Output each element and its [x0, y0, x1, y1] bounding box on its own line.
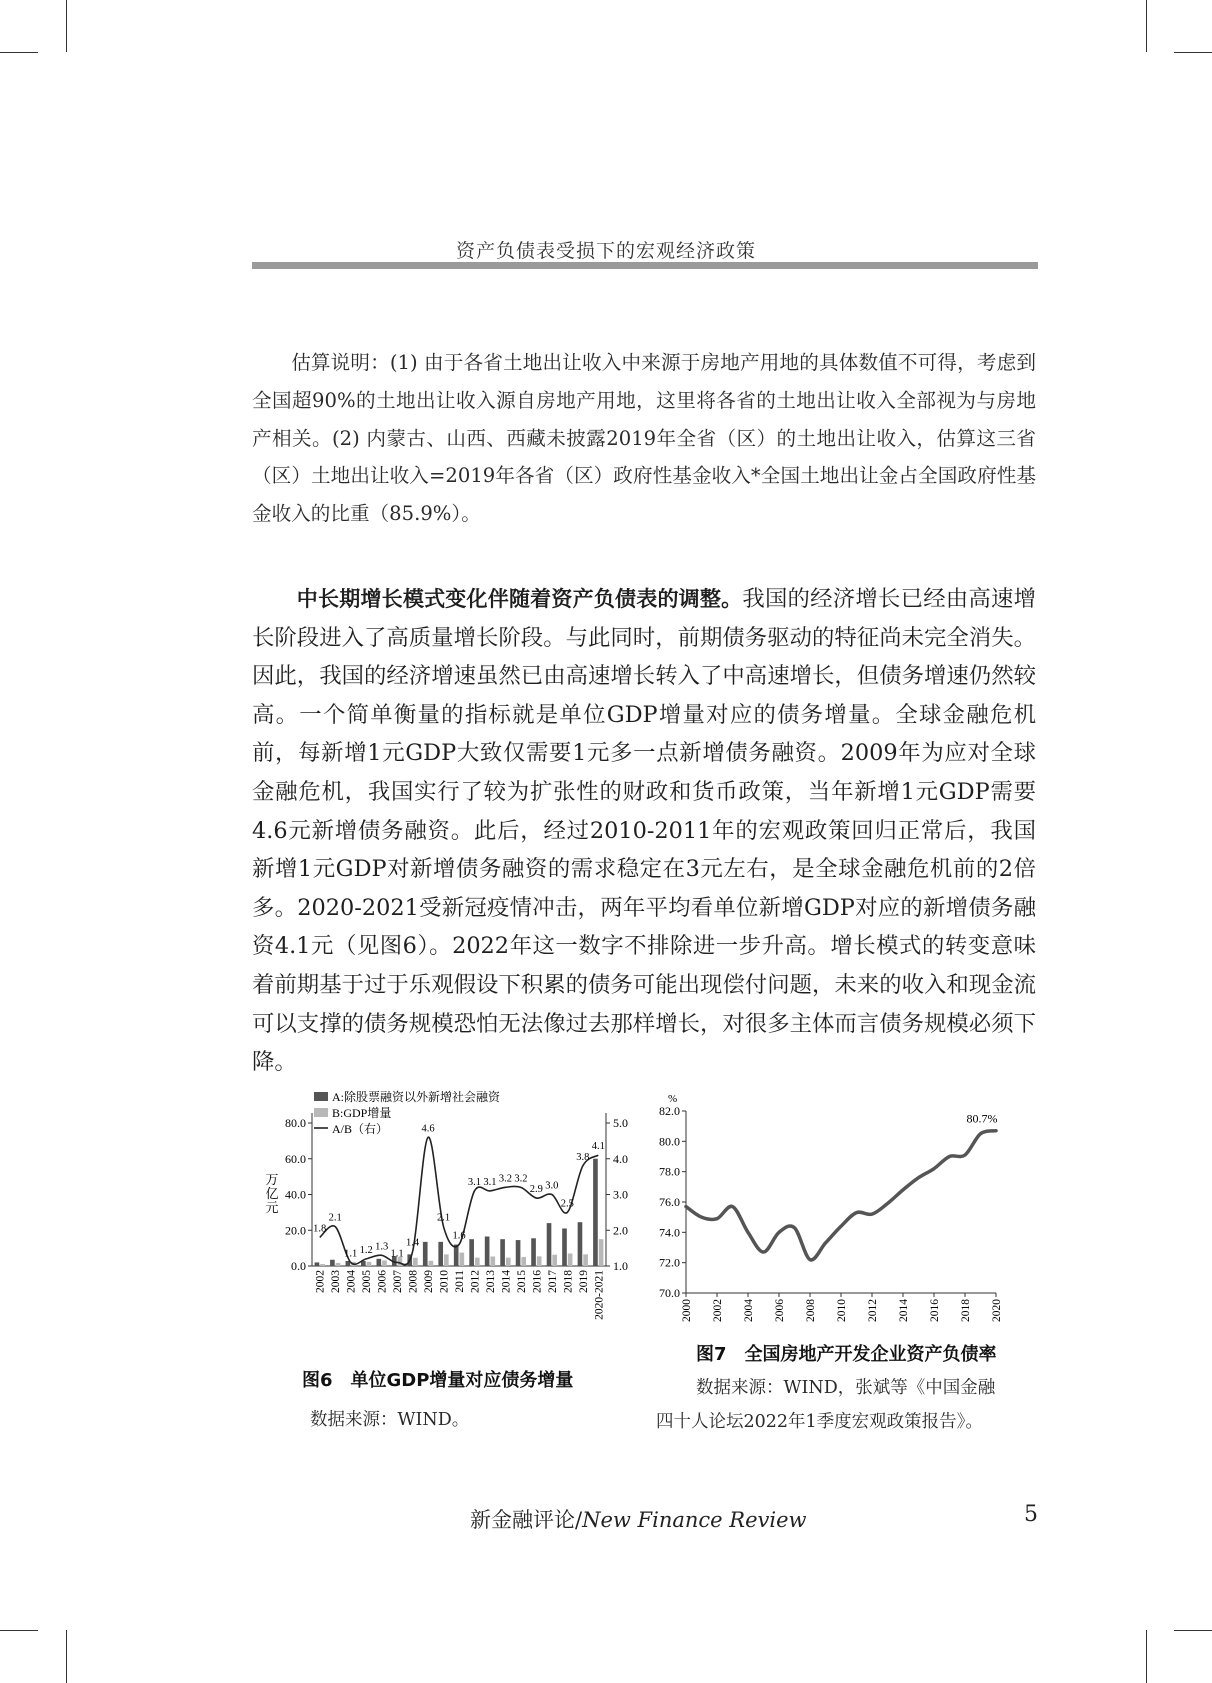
- fig6-legend-label-a: A:除股票融资以外新增社会融资: [332, 1090, 501, 1104]
- fig6-x-tick-label: 2016: [531, 1270, 544, 1293]
- fig7-x-tick-label: 2002: [712, 1299, 724, 1322]
- fig6-x-tick-label: 2002: [314, 1270, 327, 1293]
- figure-7-caption: 图7 全国房地产开发企业资产负债率: [696, 1344, 997, 1365]
- fig6-x-tick-label: 2015: [515, 1270, 528, 1293]
- fig6-bar-b: [506, 1258, 511, 1266]
- fig6-bar-a: [516, 1240, 521, 1266]
- fig6-x-tick-label: 2019: [577, 1270, 590, 1293]
- fig6-bar-b: [552, 1255, 557, 1266]
- fig6-data-label: 1.4: [406, 1237, 420, 1249]
- figure-6-chart: [252, 1088, 642, 1348]
- fig6-y2-tick-label: 5.0: [613, 1116, 628, 1130]
- fig7-x-tick-label: 2012: [867, 1299, 879, 1322]
- fig6-data-label: 2.1: [436, 1212, 451, 1224]
- fig6-data-label: 3.8: [576, 1151, 590, 1163]
- footer-separator: /: [575, 1508, 583, 1532]
- fig6-x-tick-label: 2013: [484, 1270, 497, 1293]
- figure-7-source-line1: 数据来源：WIND，张斌等《中国金融: [696, 1378, 996, 1398]
- fig7-x-tick-label: 2006: [774, 1299, 786, 1322]
- fig7-y-tick-label: 72.0: [659, 1255, 680, 1270]
- page-number: 5: [1024, 1502, 1038, 1527]
- crop-mark: [1146, 0, 1147, 52]
- fig6-x-tick-label: 2012: [469, 1270, 482, 1293]
- fig6-x-tick-label: 2004: [345, 1270, 358, 1293]
- fig7-x-tick-label: 2004: [743, 1299, 755, 1322]
- figure-6-caption: 图6 单位GDP增量对应债务增量: [302, 1370, 574, 1391]
- fig6-data-label: 1.1: [390, 1248, 404, 1260]
- fig6-bar-b: [336, 1263, 341, 1266]
- fig6-data-label: 1.6: [452, 1230, 466, 1242]
- fig6-data-label: 3.0: [545, 1180, 559, 1192]
- fig6-bar-a: [562, 1228, 567, 1266]
- fig6-legend-label-line: A/B（右）: [332, 1122, 389, 1136]
- fig6-bar-b: [382, 1260, 387, 1266]
- estimation-note: 估算说明：(1) 由于各省土地出让收入中来源于房地产用地的具体数值不可得，考虑到全国超90%的土地出让收入源自房地产用地，这里将各省的土地出让收入全部视为与房地产相关。(2) 内蒙古、山西、西藏未披露2019年全省（区）的土地出让收入，估算这三省（区）土地出让收入=2019年各省（区）政府性基金收入*全国土地出让金占全国政府性基金收入的比重（85.9%）。: [252, 351, 1036, 526]
- fig6-bar-a: [454, 1245, 459, 1266]
- fig6-bar-a: [330, 1260, 335, 1266]
- fig6-y-tick-label: 60.0: [285, 1151, 306, 1166]
- crop-mark: [0, 52, 38, 53]
- fig6-bar-b: [444, 1254, 449, 1266]
- journal-footer: [470, 1504, 806, 1534]
- fig7-y-tick-label: 70.0: [659, 1286, 680, 1300]
- paragraph-lead: 中长期增长模式变化伴随着资产负债表的调整。: [296, 587, 743, 611]
- fig6-data-label: 3.1: [483, 1176, 497, 1188]
- fig6-y2-tick-label: 1.0: [613, 1259, 628, 1273]
- crop-mark: [0, 1630, 38, 1631]
- fig6-data-label: 1.1: [344, 1248, 358, 1260]
- fig6-x-tick-label: 2011: [454, 1270, 466, 1293]
- fig6-bar-b: [599, 1239, 604, 1266]
- journal-name-cn: 新金融评论: [470, 1508, 575, 1532]
- fig7-y-tick-label: 82.0: [659, 1104, 680, 1118]
- fig6-x-tick-label: 2007: [392, 1270, 405, 1293]
- fig6-bar-b: [537, 1256, 542, 1266]
- fig7-x-tick-label: 2010: [836, 1299, 848, 1322]
- fig6-bar-a: [438, 1242, 443, 1266]
- fig6-bar-a: [578, 1222, 583, 1266]
- fig6-x-tick-label: 2010: [438, 1270, 451, 1293]
- fig7-x-tick-label: 2020: [991, 1299, 1003, 1322]
- fig7-y-tick-label: 76.0: [659, 1195, 680, 1209]
- fig6-y2-tick-label: 2.0: [613, 1223, 628, 1238]
- fig6-data-label: 4.6: [421, 1123, 435, 1135]
- fig6-bar-b: [429, 1261, 434, 1266]
- fig6-y2-tick-label: 3.0: [613, 1187, 628, 1202]
- fig7-x-tick-label: 2000: [681, 1299, 693, 1322]
- fig7-y-unit: %: [668, 1093, 678, 1105]
- fig6-bar-a: [593, 1159, 598, 1266]
- fig6-data-label: 4.1: [591, 1141, 605, 1153]
- figure-7-chart: [648, 1088, 1038, 1338]
- fig7-end-label: 80.7%: [966, 1111, 998, 1126]
- fig6-data-label: 2.1: [328, 1212, 342, 1224]
- fig6-x-tick-label: 2003: [330, 1270, 343, 1293]
- fig7-x-tick-label: 2016: [929, 1299, 941, 1322]
- fig6-x-tick-label: 2020-2021: [593, 1270, 606, 1320]
- fig6-bar-b: [367, 1262, 372, 1266]
- fig6-data-label: 3.2: [514, 1173, 528, 1185]
- fig6-bar-a: [485, 1237, 490, 1266]
- fig6-bar-a: [315, 1262, 320, 1266]
- fig6-y-axis-label: 元: [265, 1200, 279, 1215]
- fig6-y2-tick-label: 4.0: [613, 1151, 628, 1166]
- crop-mark: [1146, 1630, 1147, 1683]
- fig6-x-tick-label: 2018: [562, 1270, 575, 1293]
- crop-mark: [1174, 52, 1212, 53]
- crop-mark: [66, 0, 67, 52]
- fig6-bar-b: [460, 1253, 465, 1266]
- fig6-y-tick-label: 80.0: [285, 1116, 306, 1130]
- body-paragraph: [252, 580, 1036, 1082]
- fig7-y-tick-label: 74.0: [659, 1225, 680, 1240]
- crop-mark: [66, 1630, 67, 1683]
- paragraph-text: 我国的经济增长已经由高速增长阶段进入了高质量增长阶段。与此同时，前期债务驱动的特征尚未完全消失。因此，我国的经济增速虽然已由高速增长转入了中高速增长，但债务增速仍然较高。一个简单衡量的指标就是单位GDP增量对应的债务增量。全球金融危机前，每新增1元GDP大致仅需要1元多一点新增债务融资。2009年为应对全球金融危机，我国实行了较为扩张性的财政和货币政策，当年新增1元GDP需要4.6元新增债务融资。此后，经过2010-2011年的宏观政策回归正常后，我国新增1元GDP对新增债务融资的需求稳定在3元左右，是全球金融危机前的2倍多。2020-2021受新冠疫情冲击，两年平均看单位新增GDP对应的新增债务融资4.1元（见图6）。2022年这一数字不排除进一步升高。增长模式的转变意味着前期基于过于乐观假设下积累的债务可能出现偿付问题，未来的收入和现金流可以支撑的债务规模恐怕无法像过去那样增长，对很多主体而言债务规模必须下降。: [252, 586, 1037, 1076]
- fig6-data-label: 1.2: [359, 1244, 373, 1256]
- fig6-y-tick-label: 20.0: [285, 1223, 306, 1238]
- fig6-y-tick-label: 40.0: [285, 1187, 306, 1202]
- fig6-bar-a: [531, 1238, 536, 1266]
- fig7-y-tick-label: 78.0: [659, 1164, 680, 1179]
- fig6-y-axis-label: 万: [265, 1172, 279, 1187]
- fig6-bar-b: [583, 1254, 588, 1266]
- fig6-bar-a: [423, 1242, 428, 1266]
- fig6-y-tick-label: 0.0: [291, 1259, 306, 1273]
- fig7-x-tick-label: 2014: [898, 1299, 910, 1322]
- fig6-data-label: 3.1: [467, 1176, 482, 1188]
- running-head: 资产负债表受损下的宏观经济政策: [455, 240, 756, 262]
- fig6-bar-b: [320, 1264, 325, 1266]
- fig6-x-tick-label: 2009: [423, 1270, 436, 1293]
- fig7-y-tick-label: 80.0: [659, 1134, 680, 1149]
- fig6-bar-b: [521, 1257, 526, 1266]
- header-rule: [252, 262, 1038, 269]
- crop-mark: [1174, 1630, 1212, 1631]
- fig6-x-tick-label: 2017: [546, 1270, 559, 1293]
- fig6-legend-swatch-a: [314, 1092, 328, 1101]
- fig6-bar-a: [469, 1239, 474, 1266]
- fig6-x-tick-label: 2008: [407, 1270, 420, 1293]
- fig6-x-tick-label: 2005: [361, 1270, 374, 1293]
- fig6-bar-b: [475, 1258, 480, 1266]
- fig6-data-label: 3.2: [498, 1173, 512, 1185]
- fig6-data-label: 1.3: [375, 1241, 389, 1253]
- figure-7-source-line2: 四十人论坛2022年1季度宏观政策报告》。: [656, 1412, 983, 1432]
- fig6-data-label: 2.9: [529, 1184, 543, 1196]
- fig6-legend-swatch-b: [314, 1108, 328, 1117]
- fig6-bar-a: [500, 1239, 505, 1266]
- fig6-legend-label-b: B:GDP增量: [332, 1106, 392, 1120]
- fig6-bar-a: [547, 1223, 552, 1266]
- fig6-y-axis-label: 亿: [265, 1186, 279, 1201]
- figure-6-source: 数据来源：WIND。: [310, 1410, 470, 1430]
- fig7-debt-ratio-line: [686, 1131, 996, 1260]
- fig6-x-tick-label: 2006: [376, 1270, 389, 1293]
- fig7-x-tick-label: 2018: [960, 1299, 972, 1322]
- fig6-bar-a: [376, 1259, 381, 1266]
- fig6-bar-b: [490, 1257, 495, 1266]
- journal-name-en: New Finance Review: [582, 1508, 807, 1532]
- fig6-bar-b: [413, 1258, 418, 1266]
- fig7-x-tick-label: 2008: [805, 1299, 817, 1322]
- fig6-bar-b: [568, 1253, 573, 1266]
- fig6-data-label: 1.8: [313, 1223, 327, 1235]
- fig6-data-label: 2.5: [560, 1198, 574, 1210]
- fig6-x-tick-label: 2014: [500, 1270, 513, 1293]
